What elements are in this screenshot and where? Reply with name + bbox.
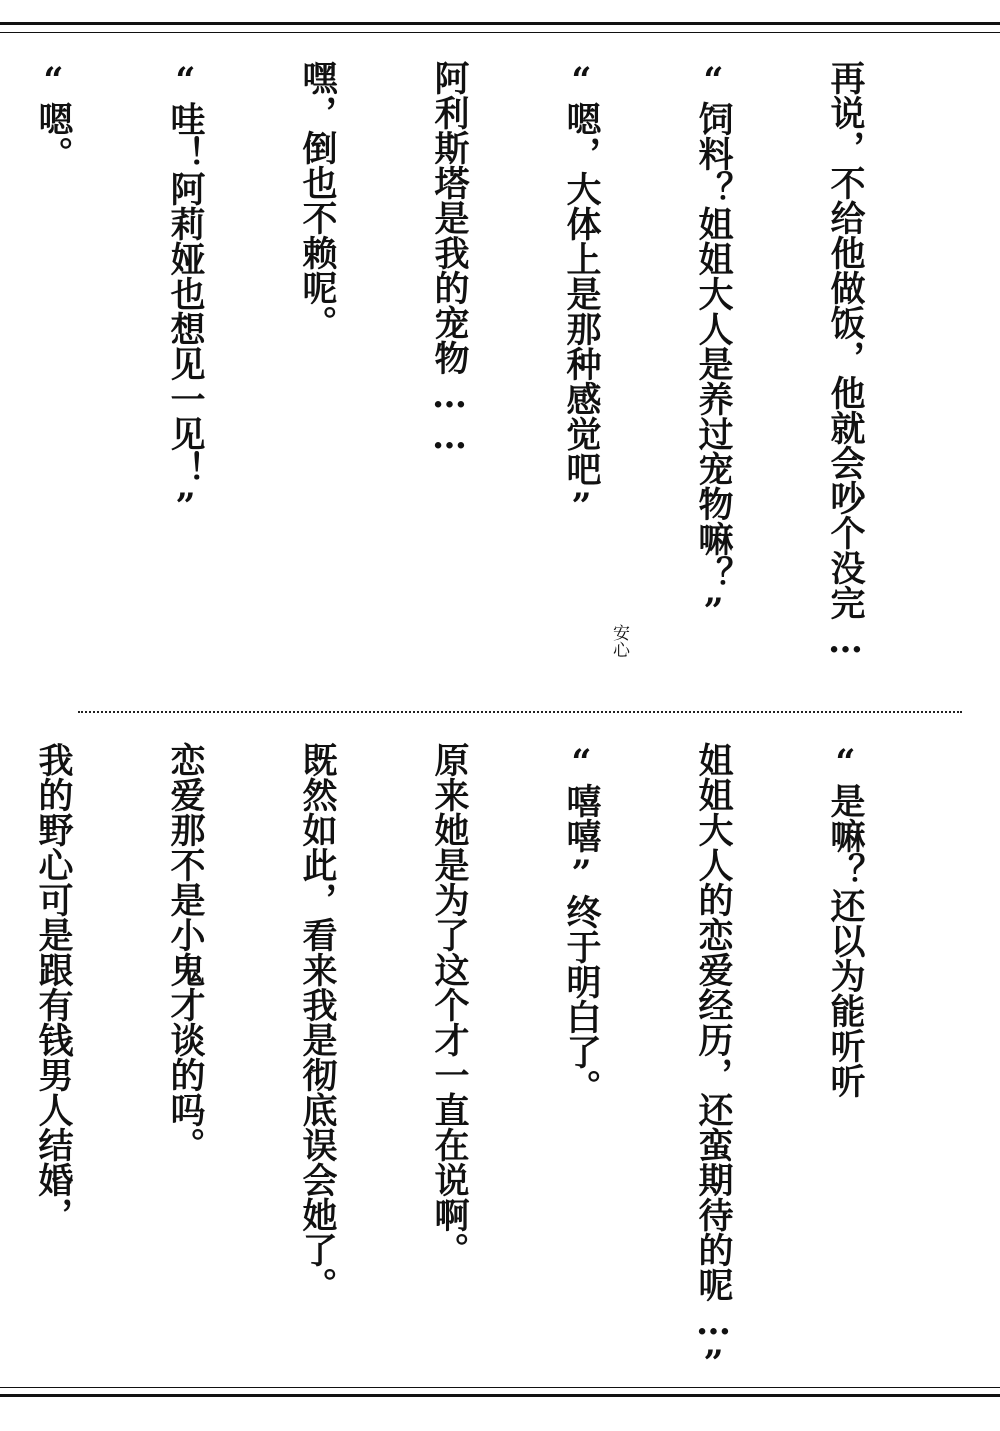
text-column: 恋爱那不是小鬼才谈的吗。: [165, 742, 206, 1162]
text-column: 阿利斯塔是我的宠物……: [429, 60, 470, 457]
bottom-border-thin: [0, 1387, 1000, 1388]
ruby-annotation: 安心: [609, 624, 629, 658]
top-border-thin: [0, 32, 1000, 33]
bottom-border-thick: [0, 1394, 1000, 1397]
text-column: “嗯，大体上是那种感觉吧”: [561, 60, 602, 527]
text-column: 既然如此，看来我是彻底误会她了。: [297, 742, 338, 1302]
text-column: 嘿，倒也不赖呢。: [297, 60, 338, 340]
text-column: “嘻嘻”终于明白了。: [561, 742, 602, 1104]
text-column: 姐姐大人的恋爱经历，还蛮期待的呢…”: [693, 742, 734, 1384]
top-border-thick: [0, 22, 1000, 25]
section-divider: [78, 711, 962, 713]
text-column: 我的野心可是跟有钱男人结婚，: [33, 742, 74, 1232]
text-column: “哇！阿莉娅也想见一见！”: [165, 60, 206, 527]
upper-text-block: [0, 60, 955, 700]
lower-text-block: [0, 742, 955, 1382]
text-column: 原来她是为了这个才一直在说啊。: [429, 742, 470, 1267]
text-column: “嗯。: [33, 60, 74, 171]
text-column: “饲料？姐姐大人是养过宠物嘛？”: [693, 60, 734, 632]
text-column: “是嘛？还以为能听听: [825, 742, 866, 1098]
text-column: 再说，不给他做饭，他就会吵个没完…: [825, 60, 866, 661]
